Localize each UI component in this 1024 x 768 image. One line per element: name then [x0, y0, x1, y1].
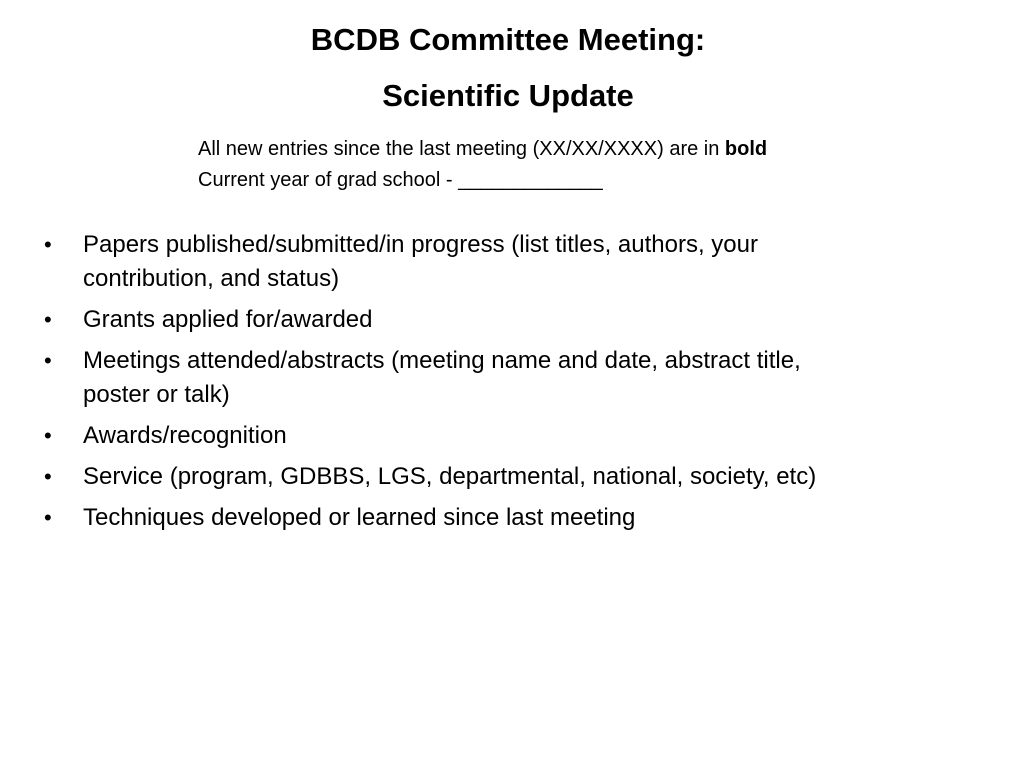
bullet-icon: •	[44, 464, 52, 489]
bullet-icon: •	[44, 307, 52, 332]
bullet-item-techniques	[0, 501, 900, 535]
new-entries-note-text: All new entries since the last meeting (XX/XX/XXXX) are in	[198, 138, 725, 160]
bullet-text: Awards/recognition	[83, 422, 287, 449]
bullet-text: Service (program, GDBBS, LGS, departmental, national, society, etc)	[83, 463, 817, 490]
slide-title: BCDB Committee Meeting:	[310, 22, 706, 57]
bullet-list	[0, 228, 900, 542]
bullet-icon: •	[44, 423, 52, 448]
grad-year-note: Current year of grad school - _____________	[198, 169, 603, 191]
slide-subtitle: Scientific Update	[382, 78, 634, 113]
bullet-text-continued: poster or talk)	[83, 381, 230, 408]
bullet-text-continued: contribution, and status)	[83, 265, 340, 292]
new-entries-note	[198, 137, 767, 161]
bullet-text: Techniques developed or learned since last meeting	[83, 504, 636, 531]
bullet-icon: •	[44, 505, 52, 530]
bullet-item-awards	[0, 419, 900, 453]
bullet-item-papers	[0, 228, 900, 296]
bullet-item-grants	[0, 303, 900, 337]
bold-word: bold	[724, 138, 768, 160]
bullet-text: Meetings attended/abstracts (meeting name and date, abstract title,	[83, 347, 801, 374]
bullet-text: Grants applied for/awarded	[83, 306, 373, 333]
bullet-icon: •	[44, 232, 52, 257]
bullet-item-meetings	[0, 344, 900, 412]
bullet-item-service	[0, 460, 900, 494]
bullet-text: Papers published/submitted/in progress (list titles, authors, your	[83, 231, 758, 258]
bullet-icon: •	[44, 348, 52, 373]
